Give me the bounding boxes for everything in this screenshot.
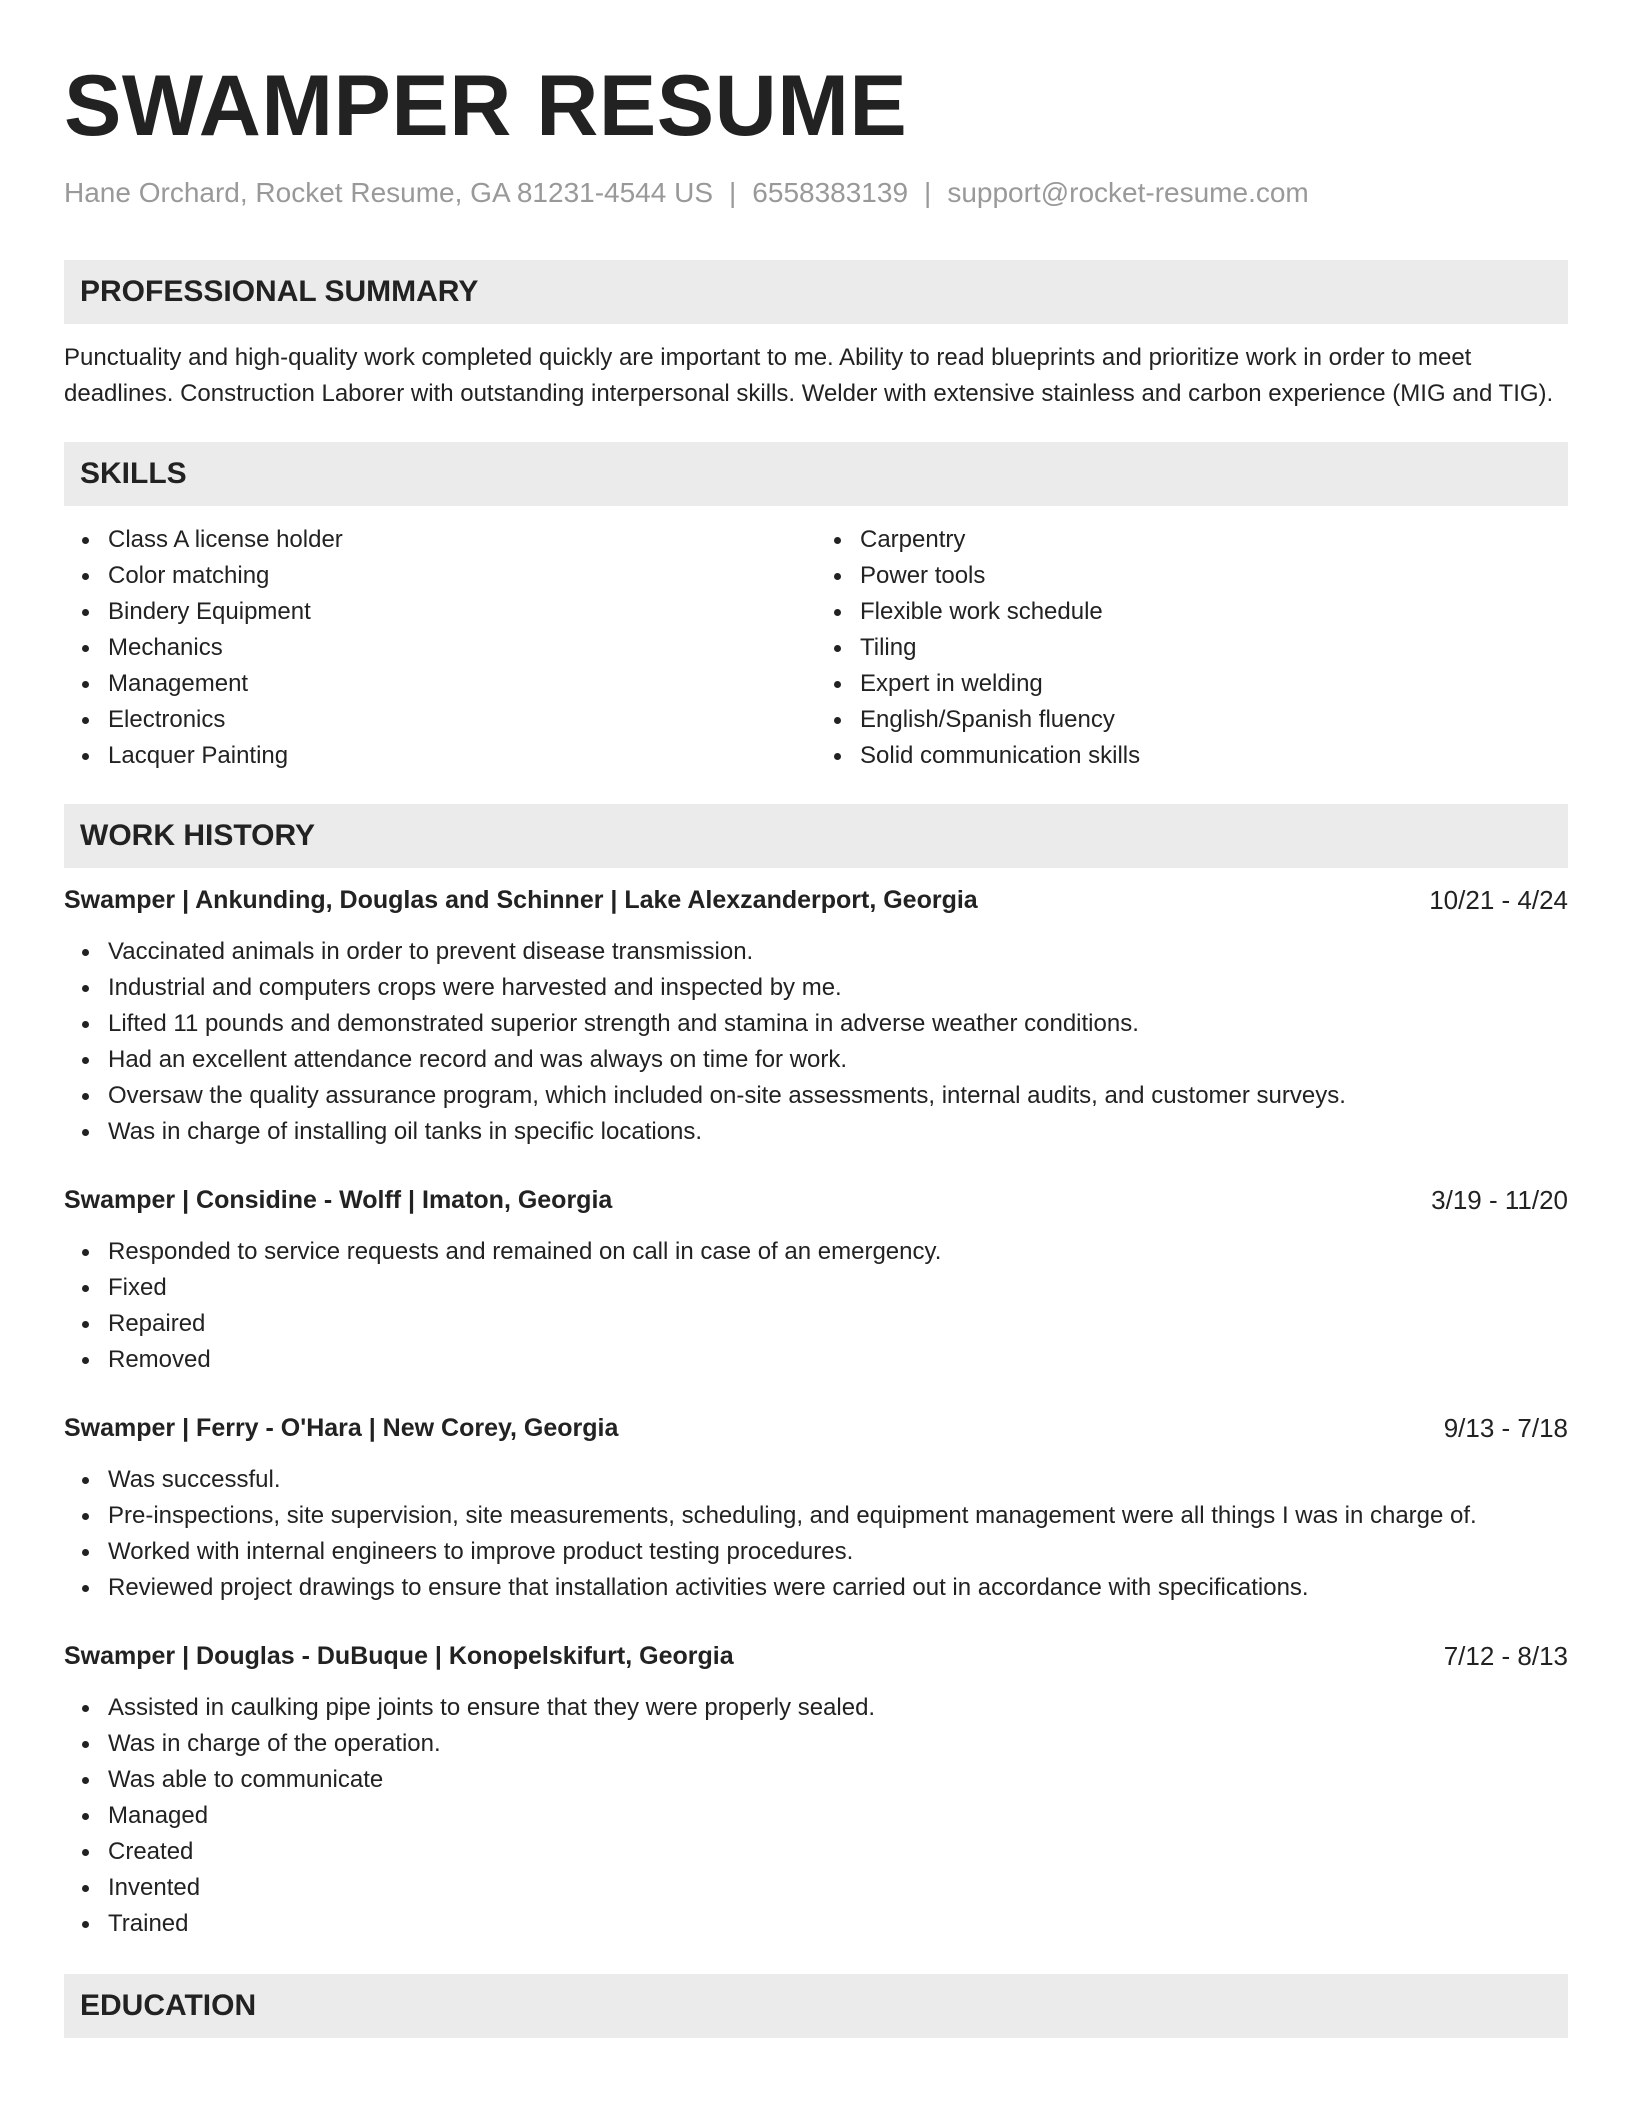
skill-item: Bindery Equipment xyxy=(108,594,816,630)
contact-phone: 6558383139 xyxy=(752,177,909,208)
skills-column-right xyxy=(816,522,1568,774)
job-header xyxy=(64,1182,1568,1218)
job-dates: 10/21 - 4/24 xyxy=(1429,885,1568,915)
job-title: Swamper | Considine - Wolff | Imaton, Georgia xyxy=(64,1186,613,1214)
job-title: Swamper | Ferry - O'Hara | New Corey, Georgia xyxy=(64,1414,619,1442)
job-dates: 3/19 - 11/20 xyxy=(1431,1185,1568,1215)
contact-line xyxy=(64,176,1568,210)
job-bullet: Had an excellent attendance record and was always on time for work. xyxy=(108,1042,1568,1078)
skill-item: Carpentry xyxy=(860,522,1568,558)
skill-item: Lacquer Painting xyxy=(108,738,816,774)
job-bullet: Trained xyxy=(108,1906,1568,1942)
job-dates: 9/13 - 7/18 xyxy=(1443,1413,1568,1443)
resume-title: SWAMPER RESUME xyxy=(64,58,908,154)
job-bullet: Was successful. xyxy=(108,1462,1568,1498)
skills-column-left xyxy=(64,522,816,774)
skill-item: English/Spanish fluency xyxy=(860,702,1568,738)
job-bullet: Industrial and computers crops were harvested and inspected by me. xyxy=(108,970,1568,1006)
job-bullets xyxy=(64,1690,1568,1942)
job-bullets xyxy=(64,934,1568,1150)
job-bullet: Worked with internal engineers to improve product testing procedures. xyxy=(108,1534,1568,1570)
section-header-summary: PROFESSIONAL SUMMARY xyxy=(64,260,1568,324)
job-header xyxy=(64,1410,1568,1446)
job-bullet: Created xyxy=(108,1834,1568,1870)
section-header-skills: SKILLS xyxy=(64,442,1568,506)
contact-separator: | xyxy=(924,177,932,208)
section-header-work-history: WORK HISTORY xyxy=(64,804,1568,868)
job-bullet: Invented xyxy=(108,1870,1568,1906)
job-bullet: Was in charge of installing oil tanks in specific locations. xyxy=(108,1114,1568,1150)
job-title: Swamper | Douglas - DuBuque | Konopelskifurt, Georgia xyxy=(64,1642,734,1670)
skill-item: Color matching xyxy=(108,558,816,594)
skill-item: Solid communication skills xyxy=(860,738,1568,774)
skill-item: Expert in welding xyxy=(860,666,1568,702)
contact-email: support@rocket-resume.com xyxy=(947,177,1309,208)
skill-item: Electronics xyxy=(108,702,816,738)
job-bullet: Repaired xyxy=(108,1306,1568,1342)
job-title: Swamper | Ankunding, Douglas and Schinner | Lake Alexzanderport, Georgia xyxy=(64,886,978,914)
job-bullet: Assisted in caulking pipe joints to ensure that they were properly sealed. xyxy=(108,1690,1568,1726)
skill-item: Power tools xyxy=(860,558,1568,594)
job-bullets xyxy=(64,1234,1568,1378)
job-bullet: Reviewed project drawings to ensure that installation activities were carried out in accordance with specifications. xyxy=(108,1570,1568,1606)
job-bullet: Was able to communicate xyxy=(108,1762,1568,1798)
job-header xyxy=(64,882,1568,918)
job-dates: 7/12 - 8/13 xyxy=(1443,1641,1568,1671)
job-bullet: Managed xyxy=(108,1798,1568,1834)
job-entry xyxy=(64,1410,1568,1606)
job-bullet: Vaccinated animals in order to prevent disease transmission. xyxy=(108,934,1568,970)
skill-item: Mechanics xyxy=(108,630,816,666)
job-bullet: Responded to service requests and remained on call in case of an emergency. xyxy=(108,1234,1568,1270)
job-header xyxy=(64,1638,1568,1674)
job-entry xyxy=(64,1638,1568,1942)
skill-item: Management xyxy=(108,666,816,702)
contact-address: Hane Orchard, Rocket Resume, GA 81231-4544 US xyxy=(64,177,714,208)
skills-list xyxy=(64,522,1568,774)
skill-item: Flexible work schedule xyxy=(860,594,1568,630)
job-entry xyxy=(64,882,1568,1150)
job-bullet: Removed xyxy=(108,1342,1568,1378)
job-bullet: Was in charge of the operation. xyxy=(108,1726,1568,1762)
summary-text: Punctuality and high-quality work completed quickly are important to me. Ability to read blueprints and prioritize work in order to meet deadlines. Construction Laborer with outstanding interpersonal skills. Welder with extensive stainless and carbon experience (MIG and TIG). xyxy=(64,344,1554,407)
section-header-education: EDUCATION xyxy=(64,1974,1568,2038)
job-bullet: Lifted 11 pounds and demonstrated superior strength and stamina in adverse weather conditions. xyxy=(108,1006,1568,1042)
contact-separator: | xyxy=(729,177,737,208)
skill-item: Tiling xyxy=(860,630,1568,666)
job-entry xyxy=(64,1182,1568,1378)
job-bullet: Pre-inspections, site supervision, site measurements, scheduling, and equipment management were all things I was in charge of. xyxy=(108,1498,1568,1534)
skill-item: Class A license holder xyxy=(108,522,816,558)
job-bullet: Fixed xyxy=(108,1270,1568,1306)
job-bullets xyxy=(64,1462,1568,1606)
job-bullet: Oversaw the quality assurance program, which included on-site assessments, internal audits, and customer surveys. xyxy=(108,1078,1568,1114)
